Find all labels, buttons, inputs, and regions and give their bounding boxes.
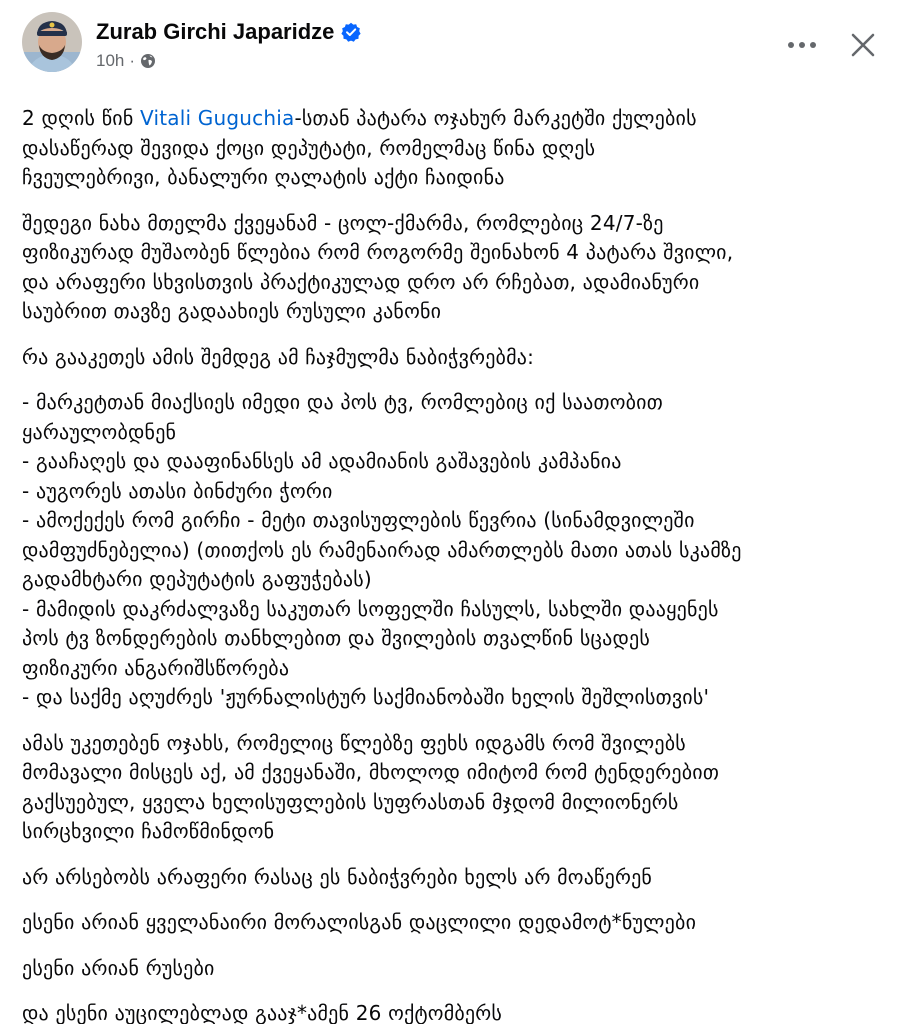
post-line: სირცხვილი ჩამოწმინდონ: [22, 819, 275, 843]
post-line: ჩვეულებრივი, ბანალური ღალატის აქტი ჩაიდინა: [22, 165, 505, 189]
post-line: - მარკეტთან მიაქსიეს იმედი და პოს ტვ, რომლებიც იქ საათობით: [22, 390, 663, 414]
post-paragraph: [22, 104, 880, 193]
post-actions: [782, 12, 880, 62]
post-line: და არაფერი სხვისთვის პრაქტიკულად დრო არ რჩებათ, ადამიანური: [22, 269, 700, 294]
post-line: მომავალი მისცეს აქ, ამ ქვეყანაში, მხოლოდ იმიტომ რომ ტენდერებით: [22, 760, 720, 784]
post-paragraph: [22, 863, 880, 893]
post-paragraph: [22, 908, 880, 938]
post-paragraph: [22, 999, 880, 1024]
post-line: ფიზიკურად მუშაობენ წლებია რომ როგორმე შეინახონ 4 პატარა შვილი,: [22, 240, 734, 264]
more-options-button[interactable]: [782, 30, 822, 60]
post-paragraph: [22, 343, 880, 373]
author-name[interactable]: Zurab Girchi Japaridze: [96, 19, 335, 44]
post-paragraph: [22, 729, 880, 847]
post-line: ამას უკეთებენ ოჯახს, რომელიც წლებზე ფეხს იდგამს რომ შვილებს: [22, 730, 686, 755]
mention-link[interactable]: Vitali Guguchia: [140, 106, 295, 130]
post-line: არ არსებობს არაფერი რასაც ეს ნაბიჭვრები ხელს არ მოაწერენ: [22, 864, 653, 889]
post-line: და ესენი აუცილებლად გააჯ*ამენ 26 ოქტომბერს: [22, 1001, 503, 1024]
globe-icon[interactable]: [140, 53, 156, 69]
post-line: - ამოქექეს რომ გირჩი - მეტი თავისუფლების წევრია (სინამდვილეში: [22, 508, 695, 532]
post-paragraph: [22, 388, 880, 713]
post-line: დასაწერად შევიდა ქოცი დეპუტატი, რომელმაც წინა დღეს: [22, 135, 596, 160]
post-line: პოს ტვ ზონდერების თანხლებით და შვილების თვალწინ სცადეს: [22, 626, 651, 650]
author-avatar[interactable]: [22, 12, 82, 72]
post-paragraph: [22, 954, 880, 984]
post-line: შედეგი ნახა მთელმა ქვეყანამ - ცოლ-ქმარმა, რომლებიც 24/7-ზე: [22, 210, 664, 235]
separator-dot: ·: [129, 51, 136, 70]
more-options-icon: [787, 41, 817, 49]
post-line: [22, 104, 880, 134]
post-header: [22, 12, 880, 94]
post-line: ფიზიკური ანგარიშსწორება: [22, 655, 290, 680]
close-icon: [850, 32, 876, 58]
post-line: - და საქმე აღუძრეს 'ჟურნალისტურ საქმიანობაში ხელის შეშლისთვის': [22, 685, 710, 709]
post-line: გაქსუებულ, ყველა ხელისუფლების სუფრასთან მჯდომ მილიონერს: [22, 789, 679, 814]
post-line: გადამხტარი დეპუტატის გაფუჭებას): [22, 567, 372, 591]
post-timestamp[interactable]: 10h: [96, 51, 125, 70]
post-line: ესენი არიან ყველანაირი მორალისგან დაცლილი დედამოტ*ნულები: [22, 910, 697, 934]
post-line: - გააჩაღეს და დააფინანსეს ამ ადამიანის გაშავების კამპანია: [22, 449, 622, 473]
post-line: საუბრით თავზე გადაახიეს რუსული კანონი: [22, 299, 442, 323]
post-line: რა გააკეთეს ამის შემდეგ ამ ჩაჯმულმა ნაბიჭვრებმა:: [22, 344, 535, 369]
post-line: დამფუძნებელია) (თითქოს ეს რამენაირად ამართლებს მათი ათას სკამზე: [22, 537, 742, 562]
post-text-segment: -სთან პატარა ოჯახურ მარკეტში ქულების: [294, 106, 697, 130]
post-meta: [96, 12, 782, 71]
close-button[interactable]: [846, 28, 880, 62]
post-line: ესენი არიან რუსები: [22, 955, 215, 980]
post-paragraph: [22, 209, 880, 327]
post-text: [22, 94, 880, 1024]
post-line: ყარაულობდნენ: [22, 419, 177, 444]
post-subline: [96, 51, 782, 71]
post-line: - აუგორეს ათასი ბინძური ჭორი: [22, 478, 333, 503]
verified-badge-icon: [341, 22, 361, 42]
post-text-segment: 2 დღის წინ: [22, 106, 141, 130]
author-row: [96, 19, 782, 45]
post-line: - მამიდის დაკრძალვაზე საკუთარ სოფელში ჩასულს, სახლში დააყენეს: [22, 596, 719, 621]
